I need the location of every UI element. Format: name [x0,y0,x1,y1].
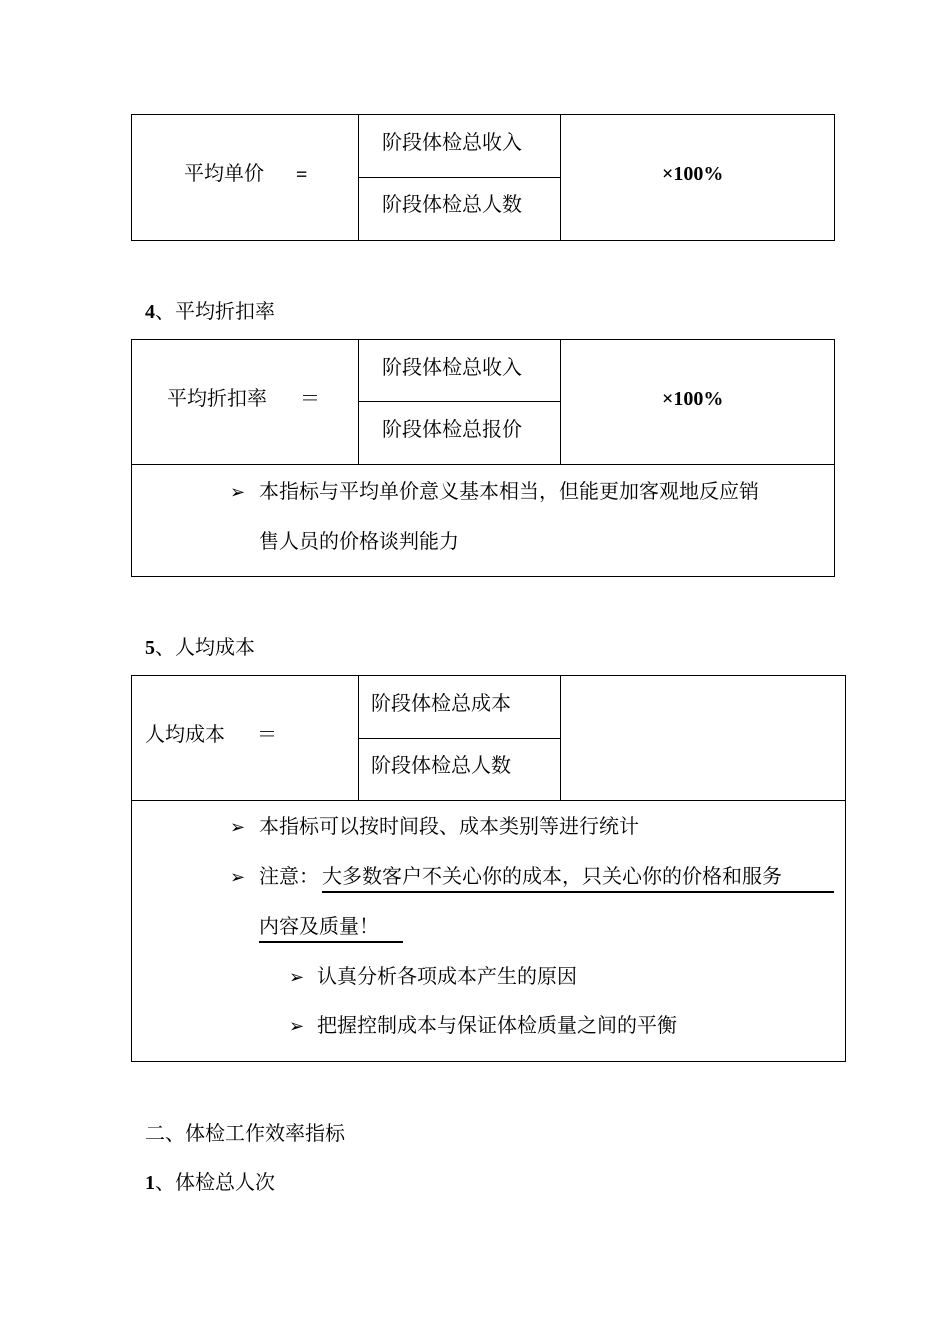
sub-bullet-analyze-causes: 认真分析各项成本产生的原因 [317,964,577,988]
bullet-text-customer-note-cont: 内容及质量！ [259,914,379,938]
bullet-arrow-icon: ➢ [230,817,246,838]
formula-label: 平均单价 [184,161,264,185]
formula-numerator: 阶段体检总成本 [371,691,511,715]
formula-label: 平均折扣率 [167,386,267,410]
equals-sign: = [296,164,308,186]
section-title: 、体检总人次 [155,1170,275,1194]
formula-numerator: 阶段体检总收入 [382,130,522,154]
note-text-line1: 本指标与平均单价意义基本相当，但能更加客观地反应销 [259,479,759,503]
bullet-text-statistics: 本指标可以按时间段、成本类别等进行统计 [259,814,639,838]
bullet-label-note: 注意： [259,864,319,888]
section-heading-4 [145,301,275,322]
bullet-arrow-icon: ➢ [289,1016,305,1037]
section-title: 、人均成本 [155,635,255,659]
formula-denominator: 阶段体检总报价 [382,417,522,441]
formula-numerator: 阶段体检总收入 [382,355,522,379]
bullet-arrow-icon: ➢ [230,867,246,888]
emphasis-underline [322,891,834,893]
section-heading-1 [145,1172,275,1193]
section-title: 、平均折扣率 [155,299,275,323]
sub-bullet-balance-quality: 把握控制成本与保证体检质量之间的平衡 [317,1013,677,1037]
formula-denominator: 阶段体检总人数 [371,753,511,777]
bullet-text-customer-note: 大多数客户不关心你的成本，只关心你的价格和服务 [322,864,782,888]
chapter-heading: 二、体检工作效率指标 [145,1121,345,1145]
section-number: 4 [145,301,155,323]
formula-multiplier: ×100% [662,388,724,410]
section-number: 5 [145,637,155,659]
equals-sign: ＝ [257,722,277,746]
bullet-arrow-icon: ➢ [289,967,305,988]
section-heading-5 [145,637,255,658]
section-number: 1 [145,1172,155,1194]
note-text-line2: 售人员的价格谈判能力 [259,529,459,553]
emphasis-underline [259,941,403,943]
formula-label: 人均成本 [145,722,225,746]
formula-multiplier: ×100% [662,163,724,185]
bullet-arrow-icon: ➢ [230,482,246,503]
formula-denominator: 阶段体检总人数 [382,192,522,216]
equals-sign: ＝ [300,386,320,410]
